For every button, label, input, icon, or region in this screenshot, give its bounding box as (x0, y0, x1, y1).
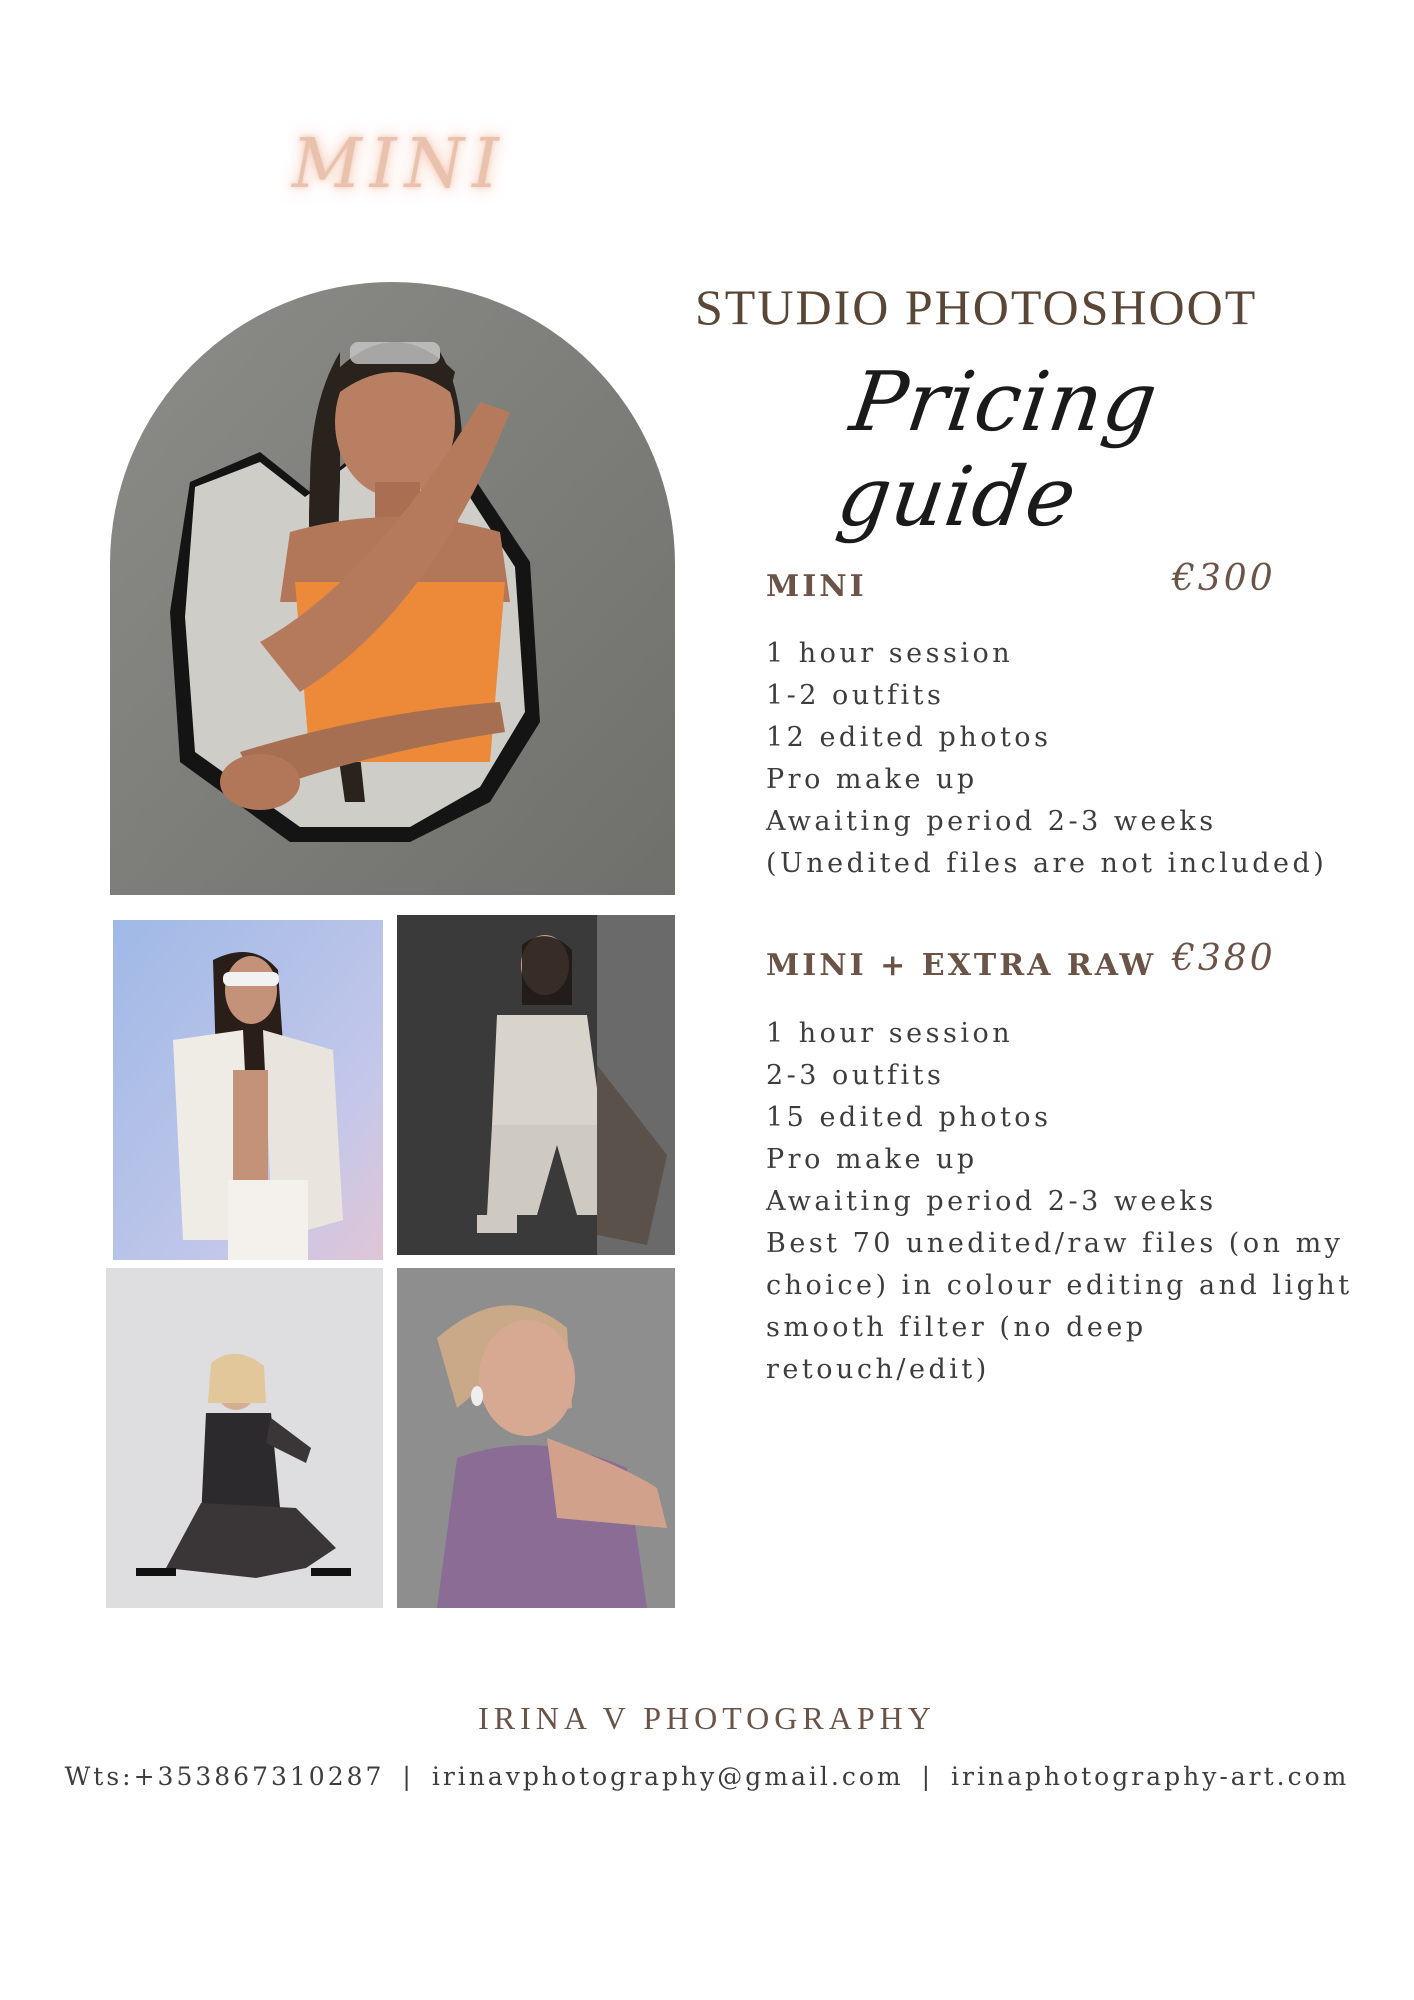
feature-item: Awaiting period 2-3 weeks (766, 1186, 1217, 1217)
feature-item: 2-3 outfits (766, 1060, 945, 1091)
contact-line (0, 1762, 1414, 1791)
package-name-mini: MINI (766, 569, 867, 604)
package-features-mini-extra-raw (766, 1013, 1353, 1391)
package-name-mini-extra-raw: MINI + EXTRA RAW (766, 948, 1157, 983)
feature-item: Pro make up (766, 764, 978, 795)
package-price-mini-extra-raw: €380 (1172, 938, 1276, 979)
website-address: irinaphotography-art.com (951, 1762, 1350, 1791)
lilac-outfit-illustration (397, 1268, 675, 1608)
phone-number: Wts:+353867310287 (64, 1762, 385, 1791)
package-price-mini: €300 (1172, 558, 1276, 599)
package-features-mini (766, 633, 1327, 885)
separator: | (402, 1762, 414, 1791)
sheer-black-outfit-photo (106, 1268, 383, 1608)
feature-item: Best 70 unedited/raw files (on my (766, 1228, 1344, 1259)
portrait-orange-top-illustration (110, 282, 675, 895)
separator: | (921, 1762, 934, 1791)
feature-item: 12 edited photos (766, 722, 1052, 753)
feature-item: 1 hour session (766, 638, 1014, 669)
mini-glow-heading: MINI (292, 125, 507, 204)
feature-item: smooth filter (no deep (766, 1312, 1147, 1343)
brand-name: IRINA V PHOTOGRAPHY (478, 1700, 936, 1736)
feature-item: Awaiting period 2-3 weeks (766, 806, 1217, 837)
feature-item: 1-2 outfits (766, 680, 945, 711)
feature-item: choice) in colour editing and light (766, 1270, 1353, 1301)
feature-item: 1 hour session (766, 1018, 1014, 1049)
white-blazer-illustration (113, 920, 383, 1260)
feature-item: 15 edited photos (766, 1102, 1052, 1133)
email-address: irinavphotography@gmail.com (431, 1762, 904, 1791)
studio-photoshoot-title: STUDIO PHOTOSHOOT (695, 279, 1258, 335)
feature-item: Pro make up (766, 1144, 978, 1175)
sheer-black-outfit-illustration (106, 1268, 383, 1608)
dark-studio-photo (397, 915, 675, 1255)
feature-item: retouch/edit) (766, 1354, 990, 1385)
arched-portrait-photo (110, 282, 675, 895)
lilac-outfit-photo (397, 1268, 675, 1608)
white-blazer-photo (113, 920, 383, 1260)
pricing-guide-script-title: Pricing guide (831, 355, 1164, 545)
feature-item: (Unedited files are not included) (766, 848, 1328, 879)
dark-studio-illustration (397, 915, 675, 1255)
